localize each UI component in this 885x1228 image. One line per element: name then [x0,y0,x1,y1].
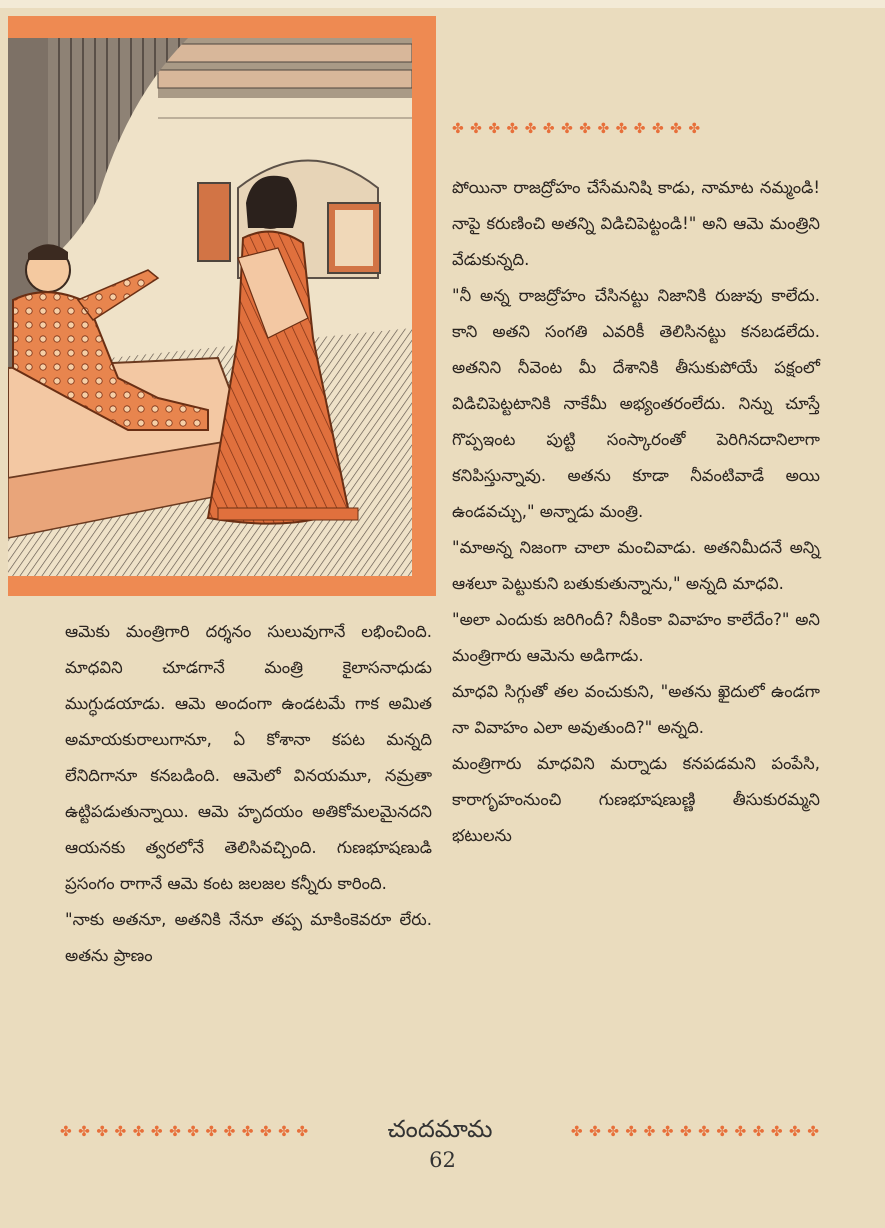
right-column [452,170,820,854]
ornament-border-left: ✤ ✤ ✤ ✤ ✤ ✤ ✤ ✤ ✤ ✤ ✤ ✤ ✤ ✤ [60,1124,310,1140]
magazine-name: చందమామ [387,1115,493,1143]
paragraph: "మాఅన్న నిజంగా చాలా మంచివాడు. అతనిమీదనే అన్ని ఆశలూ పెట్టుకుని బతుకుతున్నాను," అన్నది మాధవి. [452,538,820,593]
story-illustration [8,16,436,596]
page-number: 62 [429,1148,456,1172]
ornament-border-right: ✤ ✤ ✤ ✤ ✤ ✤ ✤ ✤ ✤ ✤ ✤ ✤ ✤ ✤ [570,1124,820,1140]
paragraph: మాధవి సిగ్గుతో తల వంచుకుని, "అతను ఖైదులో ఉండగా నా వివాహం ఎలా అవుతుంది?" అన్నది. [452,682,820,737]
left-column [65,614,432,974]
paragraph: "నాకు అతనూ, అతనికి నేనూ తప్ప మాకింకెవరూ లేరు. అతను ప్రాణం [65,910,432,965]
ornament-border-top: ✤ ✤ ✤ ✤ ✤ ✤ ✤ ✤ ✤ ✤ ✤ ✤ ✤ ✤ [452,121,702,137]
paragraph: "అలా ఎందుకు జరిగిందీ? నీకింకా వివాహం కాలేదేం?" అని మంత్రిగారు ఆమెను అడిగాడు. [452,610,820,665]
footer [60,1112,820,1152]
paragraph: పోయినా రాజద్రోహం చేసేమనిషి కాడు, నామాట నమ్మండి! నాపై కరుణించి అతన్ని విడిచిపెట్టండి!" అని ఆమె మంత్రిని వేడుకున్నది. [452,178,820,269]
page-edge [0,0,885,8]
paragraph: మంత్రిగారు మాధవిని మర్నాడు కనపడమని పంపేసి, కారాగృహంనుంచి గుణభూషణుణ్ణి తీసుకురమ్మని భటులను [452,754,820,845]
paragraph: "నీ అన్న రాజద్రోహం చేసినట్టు నిజానికి రుజువు కాలేదు. కాని అతని సంగతి ఎవరికీ తెలిసినట్టు కనబడలేదు. అతనిని నీవెంట మీ దేశానికి తీసుకుపోయే పక్షంలో విడిచిపెట్టటానికి నాకేమీ అభ్యంతరంలేదు. నిన్ను చూస్తే గొప్పఇంట పుట్టి సంస్కారంతో పెరిగినదానిలాగా కనిపిస్తున్నావు. అతను కూడా నీవంటివాడే అయి ఉండవచ్చు," అన్నాడు మంత్రి. [452,286,820,521]
paragraph: ఆమెకు మంత్రిగారి దర్శనం సులువుగానే లభించింది. మాధవిని చూడగానే మంత్రి కైలాసనాధుడు ముగ్ధుడయాడు. ఆమె అందంగా ఉండటమే గాక అమిత అమాయకురాలుగానూ, ఏ కోశానా కపట మన్నది లేనిదిగానూ కనబడింది. ఆమెలో వినయమూ, నమ్రతా ఉట్టిపడుతున్నాయి. ఆమె హృదయం అతికోమలమైనదని ఆయనకు త్వరలోనే తెలిసివచ్చింది. గుణభూషణుడి ప్రసంగం రాగానే ఆమె కంట జలజల కన్నీరు కారింది. [65,622,432,893]
